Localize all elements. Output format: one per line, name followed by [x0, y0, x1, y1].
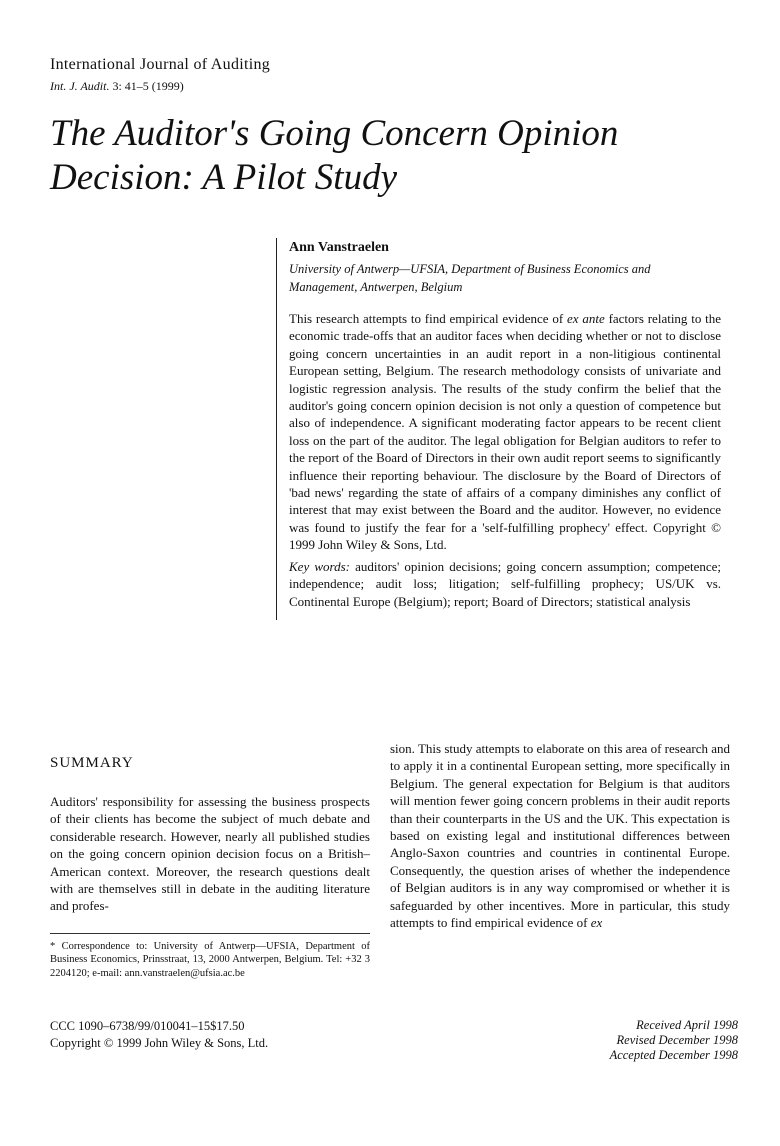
journal-abbreviation: Int. J. Audit.: [50, 79, 110, 93]
article-title: The Auditor's Going Concern Opinion Decision: A Pilot Study: [50, 113, 619, 198]
citation-line: [50, 79, 184, 94]
summary-text: Auditors' responsibility for assessing the business prospects of their clients has become the subject of much debate and considerable research. However, nearly all published studies on the going concern opinion decision focus on a British–American context. Moreover, the research questions dealt with are themselves still in debate in the auditing literature and profes-: [50, 794, 370, 914]
copyright-block: [50, 1018, 268, 1052]
abstract: [289, 310, 721, 554]
abstract-italic-term: ex ante: [567, 311, 605, 326]
volume-pages-year: 3: 41–5 (1999): [112, 79, 184, 93]
front-matter: [289, 238, 721, 610]
vertical-rule: [276, 238, 277, 620]
keywords: [289, 558, 721, 610]
correspondence-footnote: * Correspondence to: University of Antwerp—UFSIA, Department of Business Economics, Prinsstraat, 13, 2000 Antwerpen, Belgium. Tel: +32 3 2204120; e-mail: ann.vanstraelen@ufsia.ac.be: [50, 941, 370, 979]
abstract-text-start: This research attempts to find empirical evidence of: [289, 311, 564, 326]
section-heading: SUMMARY: [50, 755, 134, 771]
article-dates: [610, 1018, 738, 1063]
copyright-notice: Copyright © 1999 John Wiley & Sons, Ltd.: [50, 1036, 269, 1050]
accepted-date: Accepted December 1998: [609, 1048, 738, 1062]
right-column-text: sion. This study attempts to elaborate on this area of research and to apply it in a continental European setting, more specifically in Belgium. The general expectation for Belgium is that auditors will mention fewer going concern problems in their audit reports than their counterparts in the US and the UK. This expectation is based on existing legal and institutional differences between Anglo-Saxon countries and countries in continental Europe. Consequently, the question arises of whether the independence of Belgian auditors is in any way compromised or whether it is safeguarded by other incentives. More in particular, this study attempts to find empirical evidence of: [390, 741, 730, 931]
keywords-label: Key words:: [289, 558, 350, 574]
abstract-text-rest: factors relating to the economic trade-offs that an auditor faces when deciding whether or not to disclose going concern uncertainties in an audit report in a non-litigious continental European setting, Belgium. The research methodology consists of univariate and logistic regression analysis. The results of the study confirm the belief that the auditor's going concern opinion decision is not only a question of competence but also of independence. A significant moderating factor appears to be recent client loss on the part of the auditor. The legal obligation for Belgian auditors to refer to the report of the Board of Directors in their own audit report seems to significantly influence their reporting behaviour. The disclosure by the Board of Directors of 'bad news' regarding the state of affairs of a company diminishes any conflict of interest that may exist between the Board and the auditor. However, no evidence was found to justify the fear for a 'self-fulfilling prophecy' effect. Copyright © 1999 John Wiley & Sons, Ltd.: [289, 311, 722, 553]
author-affiliation: University of Antwerp—UFSIA, Department of Business Economics and Management, Antwerpen, Belgium: [289, 262, 651, 294]
ccc-code: CCC 1090–6738/99/010041–15$17.50: [50, 1019, 245, 1033]
footnote-rule: [50, 933, 370, 934]
body-text-right: [390, 740, 730, 931]
received-date: Received April 1998: [636, 1018, 738, 1032]
revised-date: Revised December 1998: [616, 1033, 738, 1047]
author-name: Ann Vanstraelen: [289, 240, 389, 255]
right-column-italic: ex: [590, 915, 603, 931]
journal-name: International Journal of Auditing: [50, 56, 271, 73]
keywords-text: auditors' opinion decisions; going concern assumption; competence; independence; audit loss; litigation; self-fulfilling prophecy; US/UK vs. Continental Europe (Belgium); report; Board of Directors; statistical analysis: [289, 558, 721, 609]
